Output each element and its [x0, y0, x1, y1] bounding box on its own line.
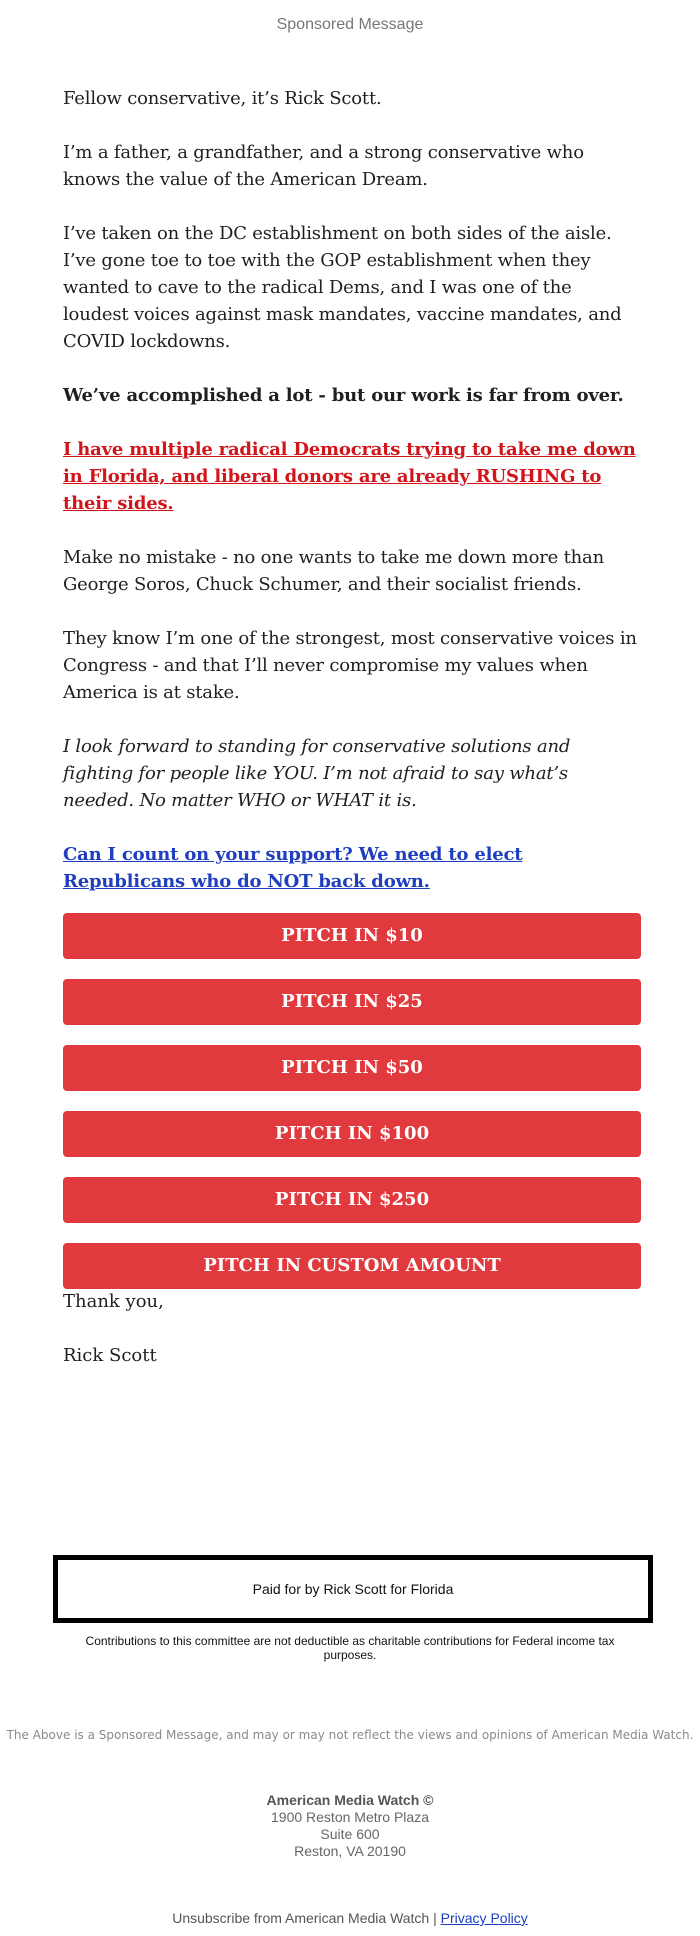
- address-line-3: Reston, VA 20190: [294, 1843, 406, 1859]
- unsubscribe-link[interactable]: Unsubscribe from American Media Watch: [172, 1910, 430, 1926]
- pitch-in-custom-button[interactable]: PITCH IN CUSTOM AMOUNT: [63, 1243, 641, 1289]
- sponsored-notice: The Above is a Sponsored Message, and may or may not reflect the views and opinions of American Media Watch.: [6, 1728, 694, 1742]
- mailing-address: [0, 1792, 700, 1860]
- pitch-in-25-button[interactable]: PITCH IN $25: [63, 979, 641, 1025]
- bold-statement: We’ve accomplished a lot - but our work is far from over.: [63, 385, 624, 406]
- paragraph-strongest: They know I’m one of the strongest, most conservative voices in Congress - and that I’ll never compromise my values when America is at stake.: [63, 628, 637, 703]
- paid-for-box: [53, 1555, 653, 1623]
- paid-for-text: Paid for by Rick Scott for Florida: [252, 1581, 454, 1597]
- greeting: Fellow conservative, it’s Rick Scott.: [63, 88, 382, 109]
- support-link[interactable]: Can I count on your support? We need to elect Republicans who do NOT back down.: [63, 844, 523, 892]
- italic-paragraph: I look forward to standing for conservative solutions and fighting for people like YOU. I’m not afraid to say what’s needed. No matter WHO or WHAT it is.: [63, 736, 571, 811]
- pitch-in-250-button[interactable]: PITCH IN $250: [63, 1177, 641, 1223]
- tax-disclaimer: Contributions to this committee are not deductible as charitable contributions for Federal income tax purposes.: [85, 1634, 615, 1662]
- sponsored-label: Sponsored Message: [276, 16, 424, 33]
- pitch-in-50-button[interactable]: PITCH IN $50: [63, 1045, 641, 1091]
- paragraph-establishment: I’ve taken on the DC establishment on both sides of the aisle. I’ve gone toe to toe with the GOP establishment when they wanted to cave to the radical Dems, and I was one of the loudest voices against mask mandates, vaccine mandates, and COVID lockdowns.: [63, 223, 622, 352]
- closing: [63, 1288, 641, 1396]
- pitch-in-10-button[interactable]: PITCH IN $10: [63, 913, 641, 959]
- signature: Rick Scott: [63, 1345, 157, 1366]
- email-body: [63, 85, 641, 1309]
- address-line-2: Suite 600: [320, 1826, 380, 1842]
- paragraph-soros: Make no mistake - no one wants to take me down more than George Soros, Chuck Schumer, and their socialist friends.: [63, 547, 604, 595]
- privacy-policy-link[interactable]: Privacy Policy: [440, 1910, 528, 1926]
- paragraph-father: I’m a father, a grandfather, and a strong conservative who knows the value of the American Dream.: [63, 142, 584, 190]
- footer-separator: |: [429, 1910, 441, 1926]
- address-line-1: 1900 Reston Metro Plaza: [271, 1809, 429, 1825]
- thank-you: Thank you,: [63, 1291, 164, 1312]
- pitch-in-100-button[interactable]: PITCH IN $100: [63, 1111, 641, 1157]
- red-headline-link[interactable]: I have multiple radical Democrats trying to take me down in Florida, and liberal donors are already RUSHING to their sides.: [63, 439, 636, 514]
- footer: [0, 1910, 700, 1926]
- company-name: American Media Watch ©: [266, 1792, 434, 1808]
